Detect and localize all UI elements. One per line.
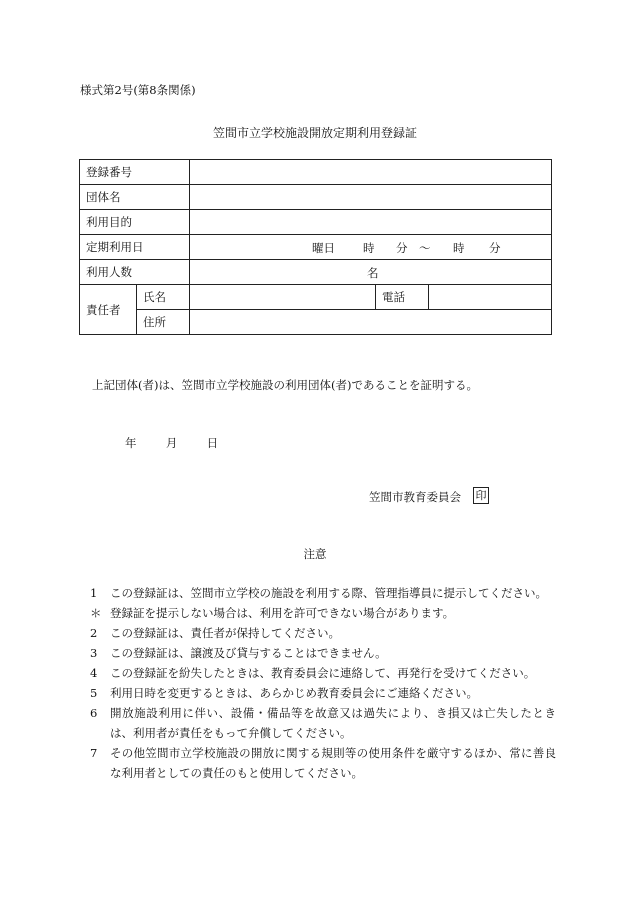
- schedule-value: [190, 235, 552, 260]
- count-unit: 名: [367, 266, 379, 280]
- issuer-name: 笠間市教育委員会: [369, 490, 461, 504]
- row-count: [80, 260, 552, 285]
- notes-title: 注意: [303, 547, 327, 561]
- reg-number-label: 登録番号: [80, 160, 190, 185]
- note-item: ＊ 登録証を提示しない場合は、利用を許可できない場合があります。: [90, 606, 455, 620]
- count-value: [190, 260, 552, 285]
- schedule-tilde: ～: [419, 241, 431, 255]
- schedule-minute-end: 分: [489, 241, 501, 255]
- note-item: 1 この登録証は、笠間市立学校の施設を利用する際、管理指導員に提示してください。: [90, 586, 547, 600]
- schedule-weekday: 曜日: [312, 241, 335, 255]
- row-responsible-address: [80, 310, 552, 335]
- address-value: [190, 310, 552, 335]
- schedule-minute-start: 分: [396, 241, 408, 255]
- document-title: 笠間市立学校施設開放定期利用登録証: [212, 126, 417, 140]
- group-name-label: 団体名: [80, 185, 190, 210]
- date-year: 年: [125, 436, 137, 450]
- certification-statement: 上記団体(者)は、笠間市立学校施設の利用団体(者)であることを証明する。: [92, 378, 478, 392]
- date-day: 日: [206, 436, 219, 450]
- group-name-value: [190, 185, 552, 210]
- note-item: 6 開放施設利用に伴い、設備・備品等を故意又は過失により、き損又は亡失したときは、利用者が責任をもって弁償してください。: [90, 706, 556, 740]
- row-registration-number: [80, 160, 552, 185]
- name-label: 氏名: [137, 285, 190, 310]
- row-responsible-name: [80, 285, 552, 310]
- registration-table: [79, 159, 552, 335]
- schedule-hour-start: 時: [363, 241, 375, 255]
- purpose-label: 利用目的: [80, 210, 190, 235]
- notes-list: [86, 583, 556, 783]
- note-item: 3 この登録証は、譲渡及び貸与することはできません。: [90, 646, 387, 660]
- form-number: 様式第2号(第8条関係): [80, 83, 196, 97]
- row-schedule: [80, 235, 552, 260]
- row-purpose: [80, 210, 552, 235]
- count-label: 利用人数: [80, 260, 190, 285]
- address-label: 住所: [137, 310, 190, 335]
- row-group-name: [80, 185, 552, 210]
- responsible-label: 責任者: [80, 285, 137, 335]
- note-item: 7 その他笠間市立学校施設の開放に関する規則等の使用条件を厳守するほか、常に善良な利用者としての責任のもと使用してください。: [90, 746, 556, 780]
- schedule-label: 定期利用日: [80, 235, 190, 260]
- reg-number-value: [190, 160, 552, 185]
- phone-value: [429, 285, 552, 310]
- date-month: 月: [165, 436, 178, 450]
- note-item: 4 この登録証を紛失したときは、教育委員会に連絡して、再発行を受けてください。: [90, 666, 536, 680]
- note-item: 2 この登録証は、責任者が保持してください。: [90, 626, 340, 640]
- phone-label: 電話: [376, 285, 429, 310]
- seal-mark: 印: [473, 487, 489, 504]
- schedule-hour-end: 時: [453, 241, 465, 255]
- note-item: 5 利用日時を変更するときは、あらかじめ教育委員会にご連絡ください。: [90, 686, 478, 700]
- name-value: [190, 285, 376, 310]
- purpose-value: [190, 210, 552, 235]
- issue-date: [125, 435, 218, 451]
